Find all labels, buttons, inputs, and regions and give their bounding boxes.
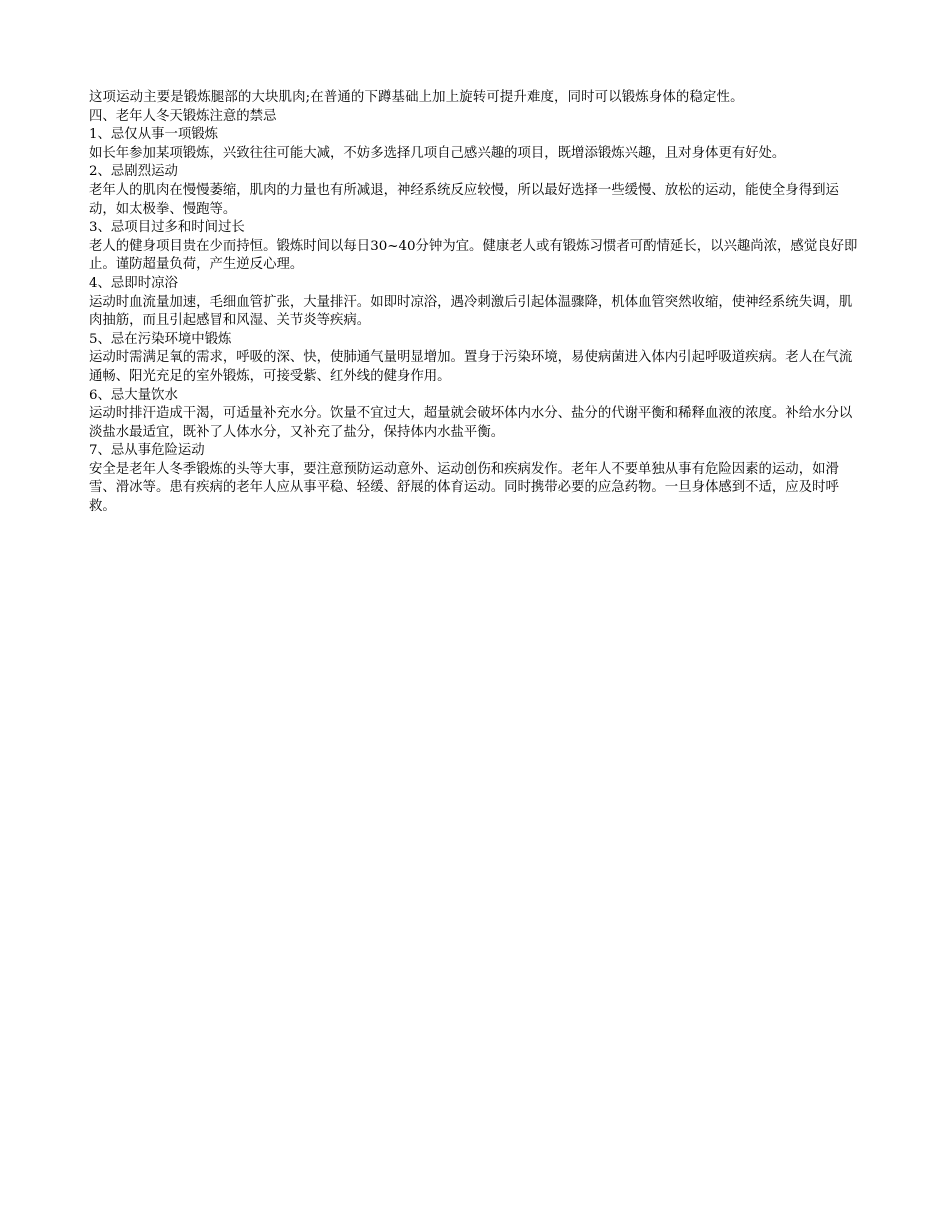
item-heading-1: 1、忌仅从事一项锻炼 [89, 127, 219, 143]
item-body-3: 老人的健身项目贵在少而持恒。锻炼时间以每日30~40分钟为宜。健康老人或有锻炼习惯者可酌情延长，以兴趣尚浓，感觉良好即止。谨防超量负荷，产生逆反心理。 [89, 238, 858, 273]
item-body-5: 运动时需满足氧的需求，呼吸的深、快，使肺通气量明显增加。置身于污染环境，易使病菌进入体内引起呼吸道疾病。老人在气流通畅、阳光充足的室外锻炼，可接受紫、红外线的健身作用。 [89, 350, 853, 384]
item-heading-6: 6、忌大量饮水 [89, 387, 178, 403]
item-body-2: 老年人的肌肉在慢慢萎缩，肌肉的力量也有所减退，神经系统反应较慢，所以最好选择一些缓慢、放松的运动，能使全身得到运动，如太极拳、慢跑等。 [89, 182, 839, 217]
item-body-6: 运动时排汗造成干渴，可适量补充水分。饮量不宜过大，超量就会破坏体内水分、盐分的代谢平衡和稀释血液的浓度。补给水分以淡盐水最适宜，既补了人体水分，又补充了盐分，保持体内水盐平衡。 [89, 406, 853, 440]
item-heading-5: 5、忌在污染环境中锻炼 [89, 331, 232, 347]
document-body [89, 89, 863, 517]
item-body-4: 运动时血流量加速，毛细血管扩张，大量排汗。如即时凉浴，遇冷刺激后引起体温骤降，机体血管突然收缩，使神经系统失调，肌肉抽筋，而且引起感冒和风湿、关节炎等疾病。 [89, 294, 853, 329]
item-heading-7: 7、忌从事危险运动 [89, 443, 205, 459]
item-heading-3: 3、忌项目过多和时间过长 [89, 220, 245, 236]
section-heading: 四、老年人冬天锻炼注意的禁忌 [89, 108, 277, 124]
item-heading-4: 4、忌即时凉浴 [89, 275, 178, 291]
intro-paragraph: 这项运动主要是锻炼腿部的大块肌肉;在普通的下蹲基础上加上旋转可提升难度，同时可以锻炼身体的稳定性。 [89, 90, 744, 105]
item-body-1: 如长年参加某项锻炼，兴致往往可能大减，不妨多选择几项自己感兴趣的项目，既增添锻炼兴趣，且对身体更有好处。 [89, 145, 786, 161]
item-heading-2: 2、忌剧烈运动 [89, 164, 178, 180]
item-body-7: 安全是老年人冬季锻炼的头等大事，要注意预防运动意外、运动创伤和疾病发作。老年人不要单独从事有危险因素的运动，如滑雪、滑冰等。患有疾病的老年人应从事平稳、轻缓、舒展的体育运动。同时携带必要的应急药物。一旦身体感到不适，应及时呼救。 [89, 461, 839, 515]
